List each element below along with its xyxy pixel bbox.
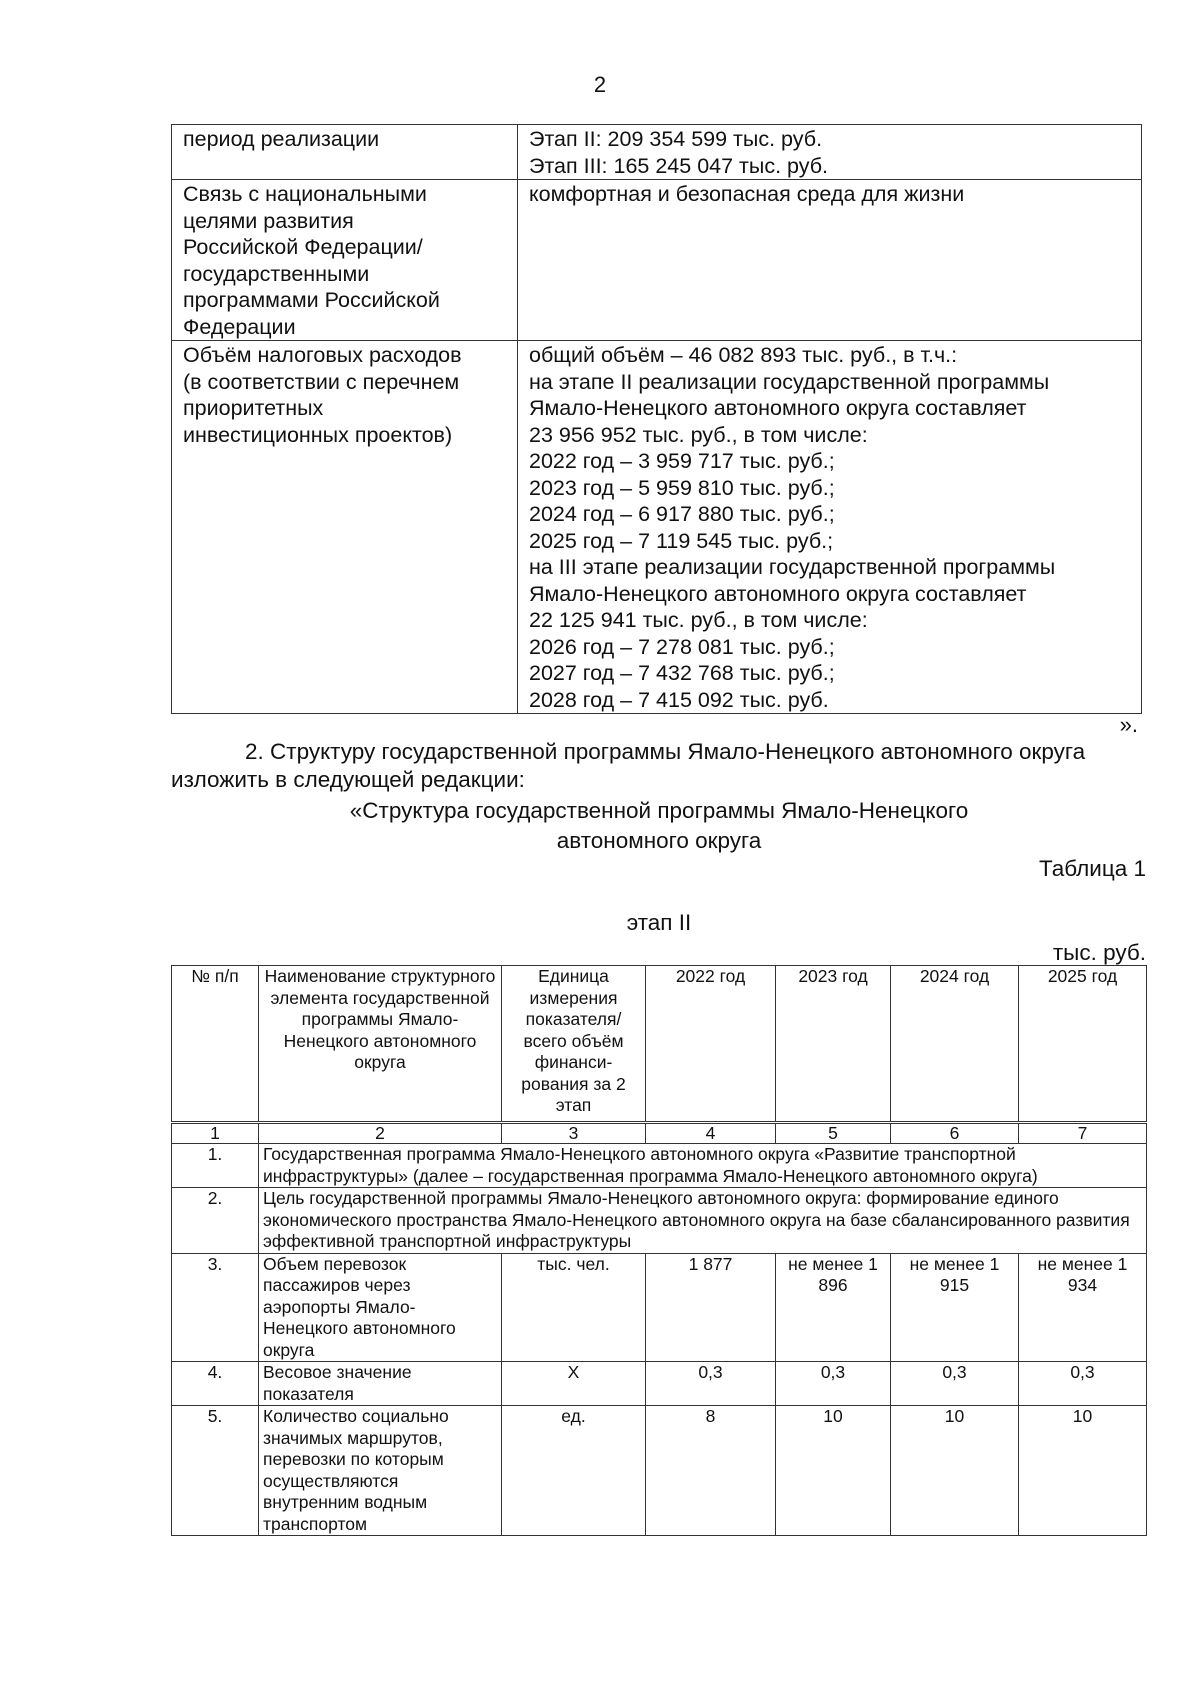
passport-value-line: на III этапе реализации государственной программы <box>529 555 1056 579</box>
row-value-2024: 10 <box>891 1406 1019 1536</box>
column-number: 7 <box>1019 1123 1147 1144</box>
row-number: 3. <box>172 1253 259 1362</box>
passport-value-line: комфортная и безопасная среда для жизни <box>529 182 965 206</box>
column-number: 3 <box>502 1123 646 1144</box>
column-number: 4 <box>646 1123 776 1144</box>
row-value-2025: 0,3 <box>1019 1362 1147 1406</box>
passport-label <box>172 125 518 180</box>
header-cell-num: № п/п <box>172 966 259 1123</box>
row-unit: Х <box>502 1362 646 1406</box>
row-value-2024: не менее 1 915 <box>891 1253 1019 1362</box>
row-value-2022: 8 <box>646 1406 776 1536</box>
passport-value-line: на этапе II реализации государственной программы <box>529 369 1050 394</box>
unit-label: тыс. руб. <box>1052 940 1146 965</box>
row-span-text: Цель государственной программы Ямало-Ненецкого автономного округа: формирование единого экономического пространства Ямало-Ненецкого автономного округа на базе сбалансированного развития эффективной транспортной инфраструктуры <box>259 1188 1147 1254</box>
passport-row-national-goals <box>172 180 1142 341</box>
table-row <box>172 1362 1147 1406</box>
column-number: 1 <box>172 1123 259 1144</box>
passport-label-line: Российской Федерации/ <box>183 235 423 259</box>
structure-table-header <box>172 966 1147 1123</box>
row-number: 4. <box>172 1362 259 1406</box>
passport-value-line: Ямало-Ненецкого автономного округа составляет <box>529 581 1027 606</box>
passport-label-line: период реализации <box>183 127 380 151</box>
passport-row-period <box>172 125 1142 180</box>
structure-title-line: «Структура государственной программы Ямало-Ненецкого <box>349 798 969 823</box>
structure-title <box>0 796 1200 856</box>
table-label: Таблица 1 <box>1039 856 1146 881</box>
passport-value-line: 2027 год – 7 432 768 тыс. руб.; <box>529 661 835 685</box>
passport-value-line: Этап III: 165 245 047 тыс. руб. <box>529 153 829 178</box>
page-number: 2 <box>593 72 607 97</box>
passport-label <box>172 341 518 714</box>
passport-label-line: приоритетных <box>183 396 324 420</box>
column-number-row <box>172 1123 1147 1144</box>
program-passport-table <box>171 124 1142 714</box>
row-name: Количество социально значимых маршрутов, перевозки по которым осуществляются внутренним водным транспортом <box>259 1406 502 1536</box>
passport-label-line: инвестиционных проектов) <box>183 422 453 447</box>
row-number: 5. <box>172 1406 259 1536</box>
structure-title-line: автономного округа <box>556 828 762 853</box>
row-value-2025: не менее 1 934 <box>1019 1253 1147 1362</box>
row-value-2023: не менее 1 896 <box>776 1253 891 1362</box>
column-number: 5 <box>776 1123 891 1144</box>
passport-label-line: программами Российской <box>183 288 440 312</box>
column-number: 2 <box>259 1123 502 1144</box>
passport-value-line: 2026 год – 7 278 081 тыс. руб.; <box>529 634 835 659</box>
passport-value-line: Ямало-Ненецкого автономного округа составляет <box>529 396 1027 420</box>
passport-label-line: Связь с национальными <box>183 182 427 206</box>
passport-value <box>518 180 1142 341</box>
header-cell-2024: 2024 год <box>891 966 1019 1123</box>
row-value-2022: 1 877 <box>646 1253 776 1362</box>
table-row <box>172 1406 1147 1536</box>
column-number: 6 <box>891 1123 1019 1144</box>
row-name: Весовое значение показателя <box>259 1362 502 1406</box>
row-value-2025: 10 <box>1019 1406 1147 1536</box>
row-value-2023: 10 <box>776 1406 891 1536</box>
table-row <box>172 1253 1147 1362</box>
passport-row-tax-expenses <box>172 341 1142 714</box>
row-name: Объем перевозок пассажиров через аэропорты Ямало-Ненецкого автономного округа <box>259 1253 502 1362</box>
header-cell-2022: 2022 год <box>646 966 776 1123</box>
passport-label-line: государственными <box>183 261 370 286</box>
row-value-2024: 0,3 <box>891 1362 1019 1406</box>
passport-value-line: Этап II: 209 354 599 тыс. руб. <box>529 127 823 151</box>
passport-value-line: 23 956 952 тыс. руб., в том числе: <box>529 422 868 447</box>
row-number: 2. <box>172 1188 259 1254</box>
table-row-program <box>172 1144 1147 1188</box>
passport-value-line: общий объём – 46 082 893 тыс. руб., в т.ч.: <box>529 343 958 367</box>
passport-value-line: 2024 год – 6 917 880 тыс. руб.; <box>529 502 835 526</box>
row-unit: тыс. чел. <box>502 1253 646 1362</box>
header-cell-2025: 2025 год <box>1019 966 1147 1123</box>
structure-table <box>171 965 1147 1536</box>
passport-label-line: (в соответствии с перечнем <box>183 369 460 394</box>
header-cell-unit: Единица измерения показателя/ всего объём финанси-рования за 2 этап <box>502 966 646 1123</box>
header-cell-2023: 2023 год <box>776 966 891 1123</box>
passport-label <box>172 180 518 341</box>
paragraph-2: 2. Структуру государственной программы Ямало-Ненецкого автономного округа изложить в следующей редакции: <box>171 739 1086 792</box>
passport-value-line: 2023 год – 5 959 810 тыс. руб.; <box>529 475 835 500</box>
closing-quote: ». <box>1119 712 1138 737</box>
passport-label-line: Федерации <box>183 314 296 339</box>
passport-value <box>518 341 1142 714</box>
row-value-2023: 0,3 <box>776 1362 891 1406</box>
row-span-text: Государственная программа Ямало-Ненецкого автономного округа «Развитие транспортной инфраструктуры» (далее – государственная программа Ямало-Ненецкого автономного округа) <box>259 1144 1147 1188</box>
passport-value-line: 2028 год – 7 415 092 тыс. руб. <box>529 687 829 712</box>
table-row-goal <box>172 1188 1147 1254</box>
stage-title: этап II <box>626 910 692 935</box>
passport-label-line: целями развития <box>183 208 354 233</box>
passport-label-line: Объём налоговых расходов <box>183 343 462 367</box>
row-unit: ед. <box>502 1406 646 1536</box>
passport-value-line: 2025 год – 7 119 545 тыс. руб.; <box>529 528 834 553</box>
passport-value <box>518 125 1142 180</box>
row-value-2022: 0,3 <box>646 1362 776 1406</box>
passport-value-line: 2022 год – 3 959 717 тыс. руб.; <box>529 449 835 473</box>
passport-value-line: 22 125 941 тыс. руб., в том числе: <box>529 608 868 632</box>
header-cell-name: Наименование структурного элемента государственной программы Ямало-Ненецкого автономного округа <box>259 966 502 1123</box>
row-number: 1. <box>172 1144 259 1188</box>
